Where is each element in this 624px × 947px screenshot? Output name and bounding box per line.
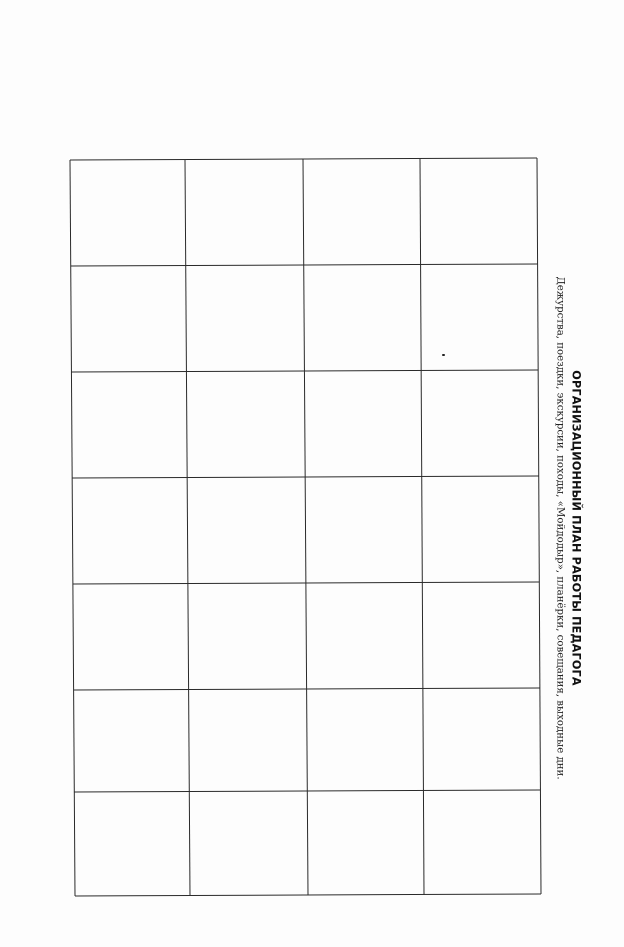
grid-vline-2 (303, 159, 308, 895)
grid-border-right (537, 158, 541, 894)
page-title: ОРГАНИЗАЦИОННЫЙ ПЛАН РАБОТЫ ПЕДАГОГА (569, 370, 583, 686)
page-subtitle: Дежурства, поездки, экскурсии, походы, «Мойдодыр», планёрки, совещания, выходные дни. (554, 276, 566, 780)
scan-speck (442, 354, 445, 356)
grid-border-left (70, 160, 75, 896)
grid-vline-3 (420, 159, 424, 895)
grid-vline-1 (185, 160, 190, 896)
grid-hline-1 (71, 264, 538, 266)
